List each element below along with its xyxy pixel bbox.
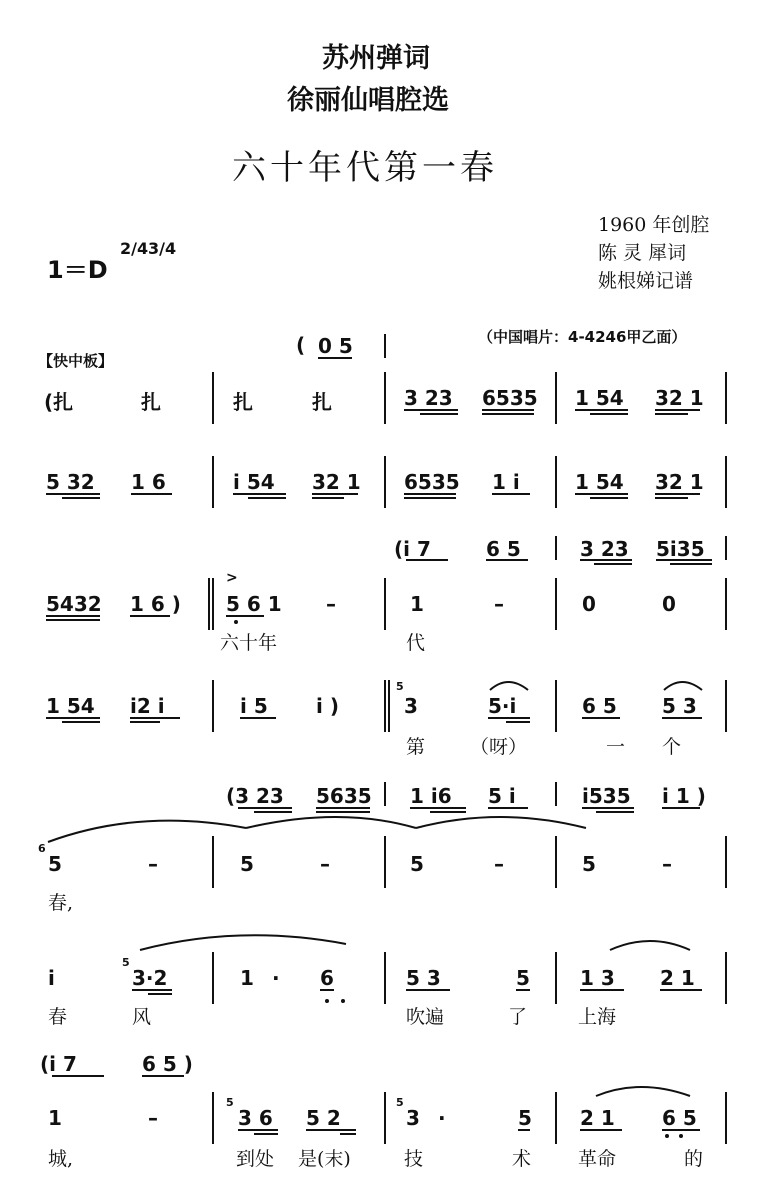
r2-b1-n2: 1 6 [131,470,166,494]
r1-b2-n1: 扎 [233,390,253,414]
credit-transcriber: 姚根娣记谱 [598,270,694,292]
r6-b2-n1: 1 [240,966,254,990]
r7-lyric-7: 的 [684,1148,704,1170]
r5-lyric-1: 春, [48,892,74,914]
r7-b3-n1: 3 [406,1106,420,1130]
grace-note: 5 [396,1096,404,1109]
r3-upper-b1-n2: 6 5 [486,537,521,561]
r1-b3-n2: 6535 [482,386,538,410]
r7-b2-n2: 5 2 [306,1106,341,1130]
r7-lyric-6: 革命 [578,1148,617,1170]
r5-upper-b2-n1: 1 i6 [410,784,452,808]
r7-upper-n1: (i 7 [40,1052,77,1076]
r7-b1-n1: 1 [48,1106,62,1130]
r4-b2-n2: i ) [316,694,339,718]
genre-title: 苏州弹词 [322,43,430,74]
r2-b3-n1: 6535 [404,470,460,494]
r6-b3-n2: 5 [516,966,530,990]
r6-lyric-2: 风 [132,1006,152,1028]
r7-lyric-1: 城, [48,1148,74,1170]
pickup-paren: ( [296,333,306,357]
accent-mark: > [226,570,238,586]
grace-note: 5 [122,956,130,969]
r7-lyric-5: 术 [512,1148,532,1170]
r6-lyric-3: 吹遍 [406,1006,445,1028]
r7-b3-dot: · [438,1106,446,1130]
r6-lyric-1: 春 [48,1006,68,1028]
r3-b1-n1: 5432 [46,592,102,616]
r7-upper-n2: 6 5 ) [142,1052,193,1076]
r2-b2-n1: i 54 [233,470,275,494]
time-signature-1: 2/4 [120,239,149,258]
r3-b4-n1: 0 [582,592,596,616]
collection-title: 徐丽仙唱腔选 [287,85,449,116]
r4-b1-n1: 1 54 [46,694,95,718]
r5-b4-n2: – [662,852,672,876]
r3-upper-b2-n1: 3 23 [580,537,629,561]
r3-b3-n2: – [494,592,504,616]
r4-b3-n1: 3 [404,694,418,718]
r1-b1-n1: (扎 [44,390,74,414]
r5-b3-n2: – [494,852,504,876]
r5-upper-b3-n2: i 1 ) [662,784,706,808]
r7-b4-n1: 2 1 [580,1106,615,1130]
r4-b2-n1: i 5 [240,694,268,718]
r6-b1-n1: i [48,966,55,990]
r4-b1-n2: i2 i [130,694,165,718]
r2-b3-n2: 1 i [492,470,520,494]
r5-upper-b2-n2: 5 i [488,784,516,808]
r1-b3-n1: 3 23 [404,386,453,410]
credit-lyricist: 陈 灵 犀词 [598,242,687,264]
r1-b1-n2: 扎 [141,390,161,414]
r2-b4-n2: 32 1 [655,470,704,494]
r5-b3-n1: 5 [410,852,424,876]
r6-b4-n2: 2 1 [660,966,695,990]
r1-b4-n2: 32 1 [655,386,704,410]
r7-b1-n2: – [148,1106,158,1130]
r3-lyric-2: 代 [406,632,426,654]
r3-b1-n2: 1 6 ) [130,592,181,616]
pickup-notes: 0 5 [318,334,353,358]
r5-b1-n2: – [148,852,158,876]
record-reference: （中国唱片：4-4246甲乙面） [478,328,687,346]
key-signature: 1＝D [47,256,108,284]
r6-b2-n2: 6 [320,966,334,990]
grace-note: 5 [396,680,404,693]
r2-b1-n1: 5 32 [46,470,95,494]
r7-lyric-2: 到处 [236,1148,275,1170]
r5-b4-n1: 5 [582,852,596,876]
time-signature-2: 3/4 [148,239,177,258]
r6-b4-n1: 1 3 [580,966,615,990]
r7-b3-n2: 5 [518,1106,532,1130]
r5-upper-b1-n2: 5635 [316,784,372,808]
r2-b2-n2: 32 1 [312,470,361,494]
r4-lyric-3: 一 [606,736,626,758]
r6-lyric-4: 了 [508,1006,528,1028]
r6-b1-n2: 3·2 [132,966,168,990]
r2-b4-n1: 1 54 [575,470,624,494]
r6-b3-n1: 5 3 [406,966,441,990]
r3-upper-b2-n2: 5i35 [656,537,705,561]
r4-lyric-1: 第 [406,736,426,758]
r6-b2-dot: · [272,966,280,990]
r3-lyric-1: 六十年 [220,632,278,654]
r7-b2-n1: 3 6 [238,1106,273,1130]
r5-upper-b3-n1: i535 [582,784,631,808]
r3-b2-n2: – [326,592,336,616]
tempo-marking: 【快中板】 [38,352,114,370]
grace-note: 5 [226,1096,234,1109]
r4-b4-n1: 6 5 [582,694,617,718]
r7-lyric-4: 技 [404,1148,424,1170]
r4-b4-n2: 5 3 [662,694,697,718]
r1-b2-n2: 扎 [312,390,332,414]
r4-lyric-2: （呀） [470,736,528,758]
r3-b3-n1: 1 [410,592,424,616]
r5-upper-b1-n1: (3 23 [226,784,284,808]
r5-b2-n2: – [320,852,330,876]
r5-b2-n1: 5 [240,852,254,876]
r7-lyric-3: 是(末) [298,1148,351,1170]
r1-b4-n1: 1 54 [575,386,624,410]
r7-b4-n2: 6 5 [662,1106,697,1130]
r3-upper-b1-n1: (i 7 [394,537,431,561]
grace-note: 6 [38,842,46,855]
r4-b3-n2: 5·i [488,694,517,718]
r3-b2-n1: 5 6 1 [226,592,282,616]
r3-b4-n2: 0 [662,592,676,616]
r5-b1-n1: 5 [48,852,62,876]
song-title: 六十年代第一春 [232,148,498,188]
credit-year: 1960 年创腔 [598,214,710,236]
r6-lyric-5: 上海 [578,1006,617,1028]
r4-lyric-4: 个 [662,736,682,758]
